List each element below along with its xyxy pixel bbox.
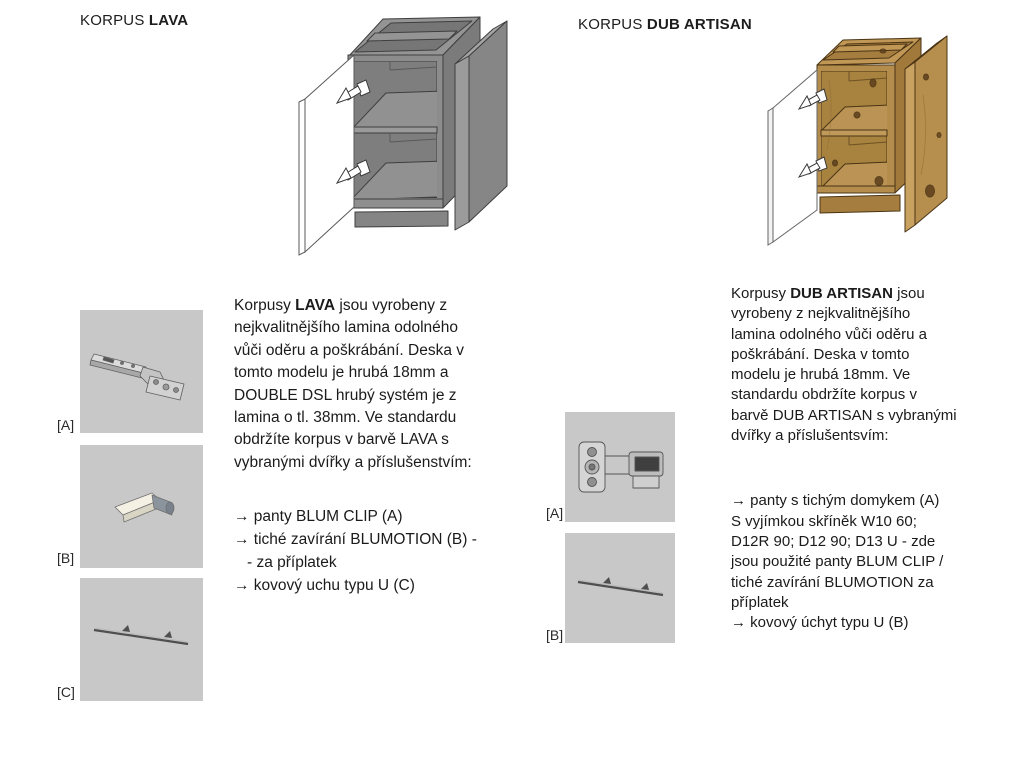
u-handle-image (80, 578, 203, 701)
lava-section-title (80, 12, 188, 29)
feature-item: tiché zavírání BLUMOTION za (731, 573, 934, 591)
dub-thumb-label-a: [A] (546, 505, 564, 521)
u-handle-image (565, 533, 675, 643)
lava-thumb-label-c: [C] (57, 684, 75, 700)
description-line: tomto modelu je hrubá 18mm a (234, 364, 449, 382)
dub-section-title (578, 16, 752, 33)
intro-line: Korpusy DUB ARTISAN jsou (731, 285, 925, 302)
dub-feature-list (731, 491, 1024, 633)
dub-door (768, 70, 817, 245)
dub-thumb-label-b: [B] (546, 627, 564, 643)
lava-feature-list (234, 505, 539, 597)
description-line: nejkvalitnějšího lamina odolného (234, 319, 459, 337)
title-prefix: KORPUS (578, 16, 647, 33)
feature-item: D12R 90; D12 90; D13 U - zde (731, 532, 936, 550)
blumotion-damper-image (80, 445, 203, 568)
feature-item: S vyjímkou skříněk W10 60; (731, 512, 917, 530)
lava-carcass (348, 17, 507, 230)
description-line: lamina odolného vůči oděru a (731, 325, 927, 343)
dub-description (731, 284, 1024, 633)
description-line: lamina o tl. 38mm. Ve standardu (234, 409, 457, 427)
description-line: poškrábání. Deska v tomto (731, 345, 910, 363)
feature-item: → tiché zavírání BLUMOTION (B) - (234, 531, 477, 549)
feature-item: → panty BLUM CLIP (A) (234, 508, 403, 526)
description-line: vyrobeny z nejkvalitnějšího (731, 305, 911, 323)
feature-item: → kovový úchyt typu U (B) (731, 614, 909, 632)
feature-item: → panty s tichým domykem (A) (731, 492, 940, 510)
lava-thumb-hinge (80, 310, 203, 433)
description-line: dvířky a příslušentsvím: (731, 427, 889, 445)
feature-item: - za příplatek (247, 554, 337, 572)
title-name: LAVA (148, 12, 189, 29)
lava-thumb-handle (80, 578, 203, 701)
description-line: DOUBLE DSL hrubý systém je z (234, 386, 457, 404)
dub-carcass (817, 36, 947, 232)
intro-line: Korpusy LAVA jsou vyrobeny z (234, 297, 448, 314)
title-prefix: KORPUS (80, 12, 149, 29)
description-line: modelu je hrubá 18mm. Ve (731, 366, 911, 384)
feature-item: příplatek (731, 593, 789, 611)
dub-cabinet-illustration (765, 25, 965, 260)
dub-thumb-hinge (565, 412, 675, 522)
dub-thumb-handle (565, 533, 675, 643)
description-line: vůči oděru a poškrábání. Deska v (234, 341, 465, 359)
soft-close-hinge-image (565, 412, 675, 522)
description-line: vybranými dvířky a příslušenstvím: (234, 453, 472, 471)
feature-item: jsou použité panty BLUM CLIP / (731, 553, 944, 571)
lava-description (234, 295, 539, 597)
dub-side-panel (905, 36, 947, 232)
description-line: barvě DUB ARTISAN s vybranými (731, 406, 957, 424)
lava-thumb-damper (80, 445, 203, 568)
lava-door (299, 55, 354, 255)
blum-clip-hinge-image (80, 310, 203, 433)
lava-thumb-label-a: [A] (57, 417, 75, 433)
description-line: standardu obdržíte korpus v (731, 386, 917, 404)
lava-cabinet-illustration (285, 0, 540, 280)
lava-thumb-label-b: [B] (57, 550, 75, 566)
description-line: obdržíte korpus v barvě LAVA s (234, 431, 449, 449)
feature-item: → kovový uchu typu U (C) (234, 577, 415, 595)
title-name: DUB ARTISAN (646, 16, 752, 33)
